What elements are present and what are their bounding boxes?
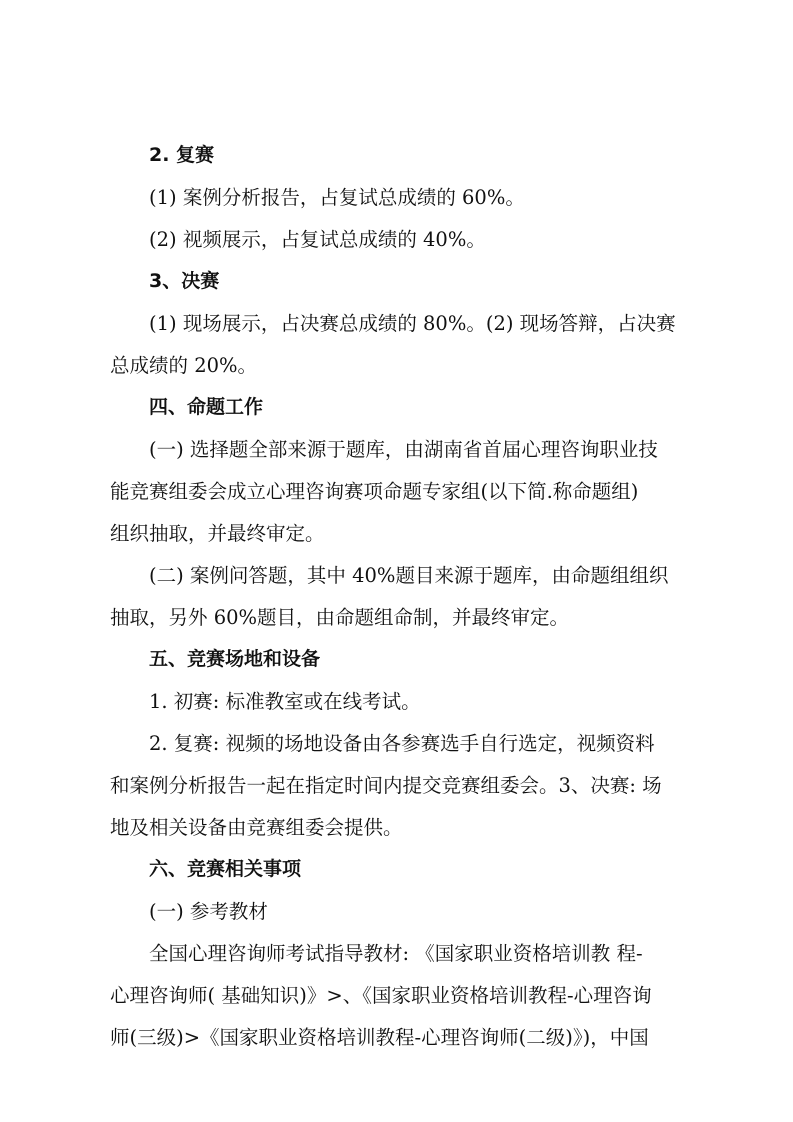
paragraph-line: 全国心理咨询师考试指导教材: 《国家职业资格培训教 程- <box>149 942 643 965</box>
paragraph-line: (一) 参考教材 <box>149 900 268 923</box>
paragraph-line: (1) 现场展示，占决赛总成绩的 80%。(2) 现场答辩，占决赛 <box>149 312 676 335</box>
paragraph-line: 心理咨询师( 基础知识)》>、《国家职业资格培训教程-心理咨询 <box>110 984 652 1007</box>
paragraph-line: 1. 初赛: 标准教室或在线考试。 <box>149 690 421 713</box>
paragraph-line: 抽取，另外 60%题目，由命题组命制，并最终审定。 <box>110 606 570 629</box>
heading-venue-equipment: 五、竞赛场地和设备 <box>149 648 321 670</box>
heading-related-matters: 六、竞赛相关事项 <box>149 858 302 880</box>
paragraph-line: 地及相关设备由竞赛组委会提供。 <box>110 816 403 839</box>
heading-question-setting: 四、命题工作 <box>149 396 264 418</box>
paragraph-line: 和案例分析报告一起在指定时间内提交竞赛组委会。3、决赛: 场 <box>110 774 662 797</box>
paragraph-line: (1) 案例分析报告，占复试总成绩的 60%。 <box>149 186 525 209</box>
paragraph-line: 能竞赛组委会成立心理咨询赛项命题专家组(以下简.称命题组) <box>110 480 639 503</box>
paragraph-line: 师(三级)>《国家职业资格培训教程-心理咨询师(二级)》)，中国 <box>110 1026 649 1049</box>
paragraph-line: (一) 选择题全部来源于题库，由湖南省首届心理咨询职业技 <box>149 438 658 461</box>
paragraph-line: 总成绩的 20%。 <box>110 354 258 377</box>
paragraph-line: (2) 视频展示，占复试总成绩的 40%。 <box>149 228 486 251</box>
heading-semifinal: 2. 复赛 <box>149 144 215 166</box>
heading-final: 3、决赛 <box>149 270 220 292</box>
paragraph-line: (二) 案例问答题，其中 40%题目来源于题库，由命题组组织 <box>149 564 669 587</box>
paragraph-line: 2. 复赛: 视频的场地设备由各参赛选手自行选定，视频资料 <box>149 732 655 755</box>
paragraph-line: 组织抽取，并最终审定。 <box>110 522 325 545</box>
